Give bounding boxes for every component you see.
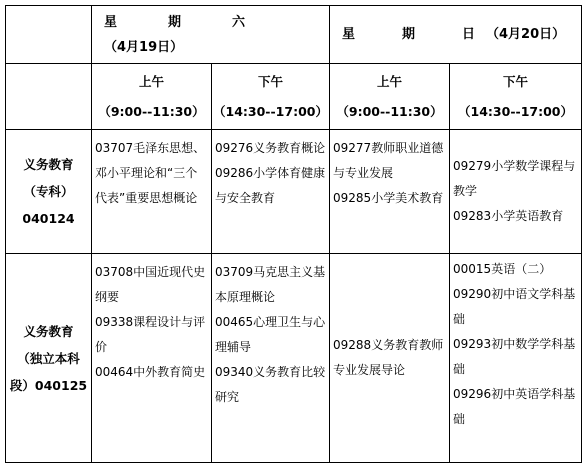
course-entry: 03707毛泽东思想、邓小平理论和“三个代表”重要思想概论 [95, 141, 206, 205]
program-row-040124 [6, 130, 582, 254]
course-entry: 00015英语（二） [453, 262, 552, 276]
weekday-char: 六 [232, 14, 246, 30]
program-level: （独立本科 [17, 350, 80, 366]
course-entry: 09276义务教育概论 [215, 141, 326, 155]
course-entry: 09288义务教育教师专业发展导论 [333, 338, 444, 377]
course-entry: 09338课程设计与评价 [95, 315, 206, 354]
session-sat-am [92, 64, 212, 130]
course-entry: 09340义务教育比较研究 [215, 365, 326, 404]
corner-cell [6, 6, 92, 64]
corner-cell [6, 64, 92, 130]
session-sun-pm [450, 64, 582, 130]
course-entry: 09286小学体育健康与安全教育 [215, 166, 326, 205]
exam-cell [450, 130, 582, 254]
course-entry: 09293初中数学学科基础 [453, 337, 576, 376]
weekday-char: 期 [168, 14, 182, 30]
course-entry: 09290初中语文学科基础 [453, 287, 576, 326]
program-name: 义务教育 [23, 323, 74, 339]
day-header-sunday [330, 6, 582, 64]
program-row-040125 [6, 254, 582, 463]
program-label [6, 130, 92, 254]
session-header-row [6, 64, 582, 130]
session-time: （9:00--11:30） [98, 103, 205, 119]
weekday-char: 星 [104, 14, 118, 30]
program-code: 段）040125 [9, 377, 88, 393]
session-time: （9:00--11:30） [336, 103, 443, 119]
program-level: （专科） [23, 184, 74, 199]
exam-cell [212, 254, 330, 463]
course-entry: 09296初中英语学科基础 [453, 387, 576, 426]
exam-cell [92, 130, 212, 254]
exam-cell [92, 254, 212, 463]
exam-cell [330, 130, 450, 254]
course-entry: 09277教师职业道德与专业发展 [333, 141, 444, 180]
session-label: 下午 [503, 73, 529, 89]
weekday-char: 日 [462, 27, 476, 42]
program-code: 040124 [22, 211, 75, 226]
session-label: 下午 [258, 73, 284, 89]
course-entry: 00465心理卫生与心理辅导 [215, 315, 326, 354]
course-entry: 03708中国近现代史纲要 [95, 265, 206, 304]
course-entry: 00464中外教育简史 [95, 365, 206, 379]
course-entry: 09285小学美术教育 [333, 191, 444, 205]
course-entry: 09279小学数学课程与教学 [453, 159, 576, 198]
day-header-row [6, 6, 582, 64]
session-time: （14:30--17:00） [458, 103, 573, 119]
day-date: （4月19日） [104, 39, 184, 55]
course-entry: 03709马克思主义基本原理概论 [215, 265, 326, 304]
program-name: 义务教育 [23, 157, 74, 172]
session-time: （14:30--17:00） [213, 103, 328, 119]
weekday-char: 星 [342, 27, 356, 42]
course-entry: 09283小学英语教育 [453, 209, 564, 223]
weekday-char: 期 [402, 27, 416, 42]
exam-cell [450, 254, 582, 463]
session-sat-pm [212, 64, 330, 130]
exam-schedule-table [5, 5, 582, 463]
program-label [6, 254, 92, 463]
session-label: 上午 [377, 73, 403, 89]
day-header-saturday [92, 6, 330, 64]
session-sun-am [330, 64, 450, 130]
exam-cell [330, 254, 450, 463]
exam-cell [212, 130, 330, 254]
session-label: 上午 [138, 73, 164, 89]
day-date: （4月20日） [486, 27, 566, 42]
